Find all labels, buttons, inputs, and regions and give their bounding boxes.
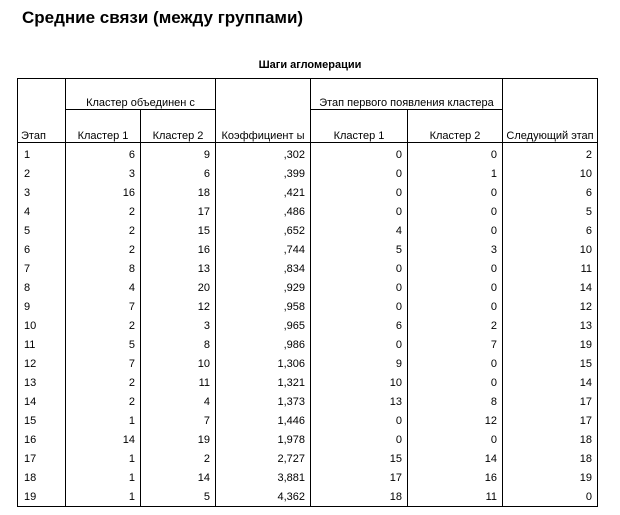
header-cluster-1: Кластер 1 [66, 110, 141, 143]
cell-first-cluster-2: 2 [408, 316, 503, 335]
cell-next-stage: 14 [503, 278, 598, 297]
cell-cluster-2: 11 [141, 373, 216, 392]
header-next-stage: Следующий этап [503, 79, 598, 143]
cell-first-cluster-2: 14 [408, 449, 503, 468]
cell-next-stage: 19 [503, 468, 598, 487]
cell-cluster-1: 7 [66, 354, 141, 373]
cell-stage: 10 [18, 316, 66, 335]
cell-first-cluster-2: 0 [408, 183, 503, 202]
cell-coefficient: ,744 [216, 240, 311, 259]
cell-cluster-1: 2 [66, 373, 141, 392]
cell-next-stage: 12 [503, 297, 598, 316]
cell-first-cluster-2: 0 [408, 221, 503, 240]
cell-cluster-1: 1 [66, 487, 141, 507]
cell-cluster-2: 17 [141, 202, 216, 221]
cell-coefficient: 1,306 [216, 354, 311, 373]
cell-cluster-2: 15 [141, 221, 216, 240]
cell-stage: 15 [18, 411, 66, 430]
cell-first-cluster-2: 12 [408, 411, 503, 430]
cell-stage: 13 [18, 373, 66, 392]
cell-cluster-2: 18 [141, 183, 216, 202]
table-row [18, 468, 598, 487]
cell-next-stage: 15 [503, 354, 598, 373]
cell-cluster-1: 7 [66, 297, 141, 316]
cell-coefficient: ,834 [216, 259, 311, 278]
cell-next-stage: 14 [503, 373, 598, 392]
table-row [18, 143, 598, 165]
cell-cluster-1: 2 [66, 240, 141, 259]
table-row [18, 354, 598, 373]
cell-coefficient: ,958 [216, 297, 311, 316]
cell-next-stage: 5 [503, 202, 598, 221]
table-row [18, 411, 598, 430]
table-row [18, 259, 598, 278]
cell-next-stage: 18 [503, 430, 598, 449]
cell-first-cluster-2: 1 [408, 164, 503, 183]
cell-cluster-1: 8 [66, 259, 141, 278]
table-caption: Шаги агломерации [258, 59, 362, 71]
cell-stage: 9 [18, 297, 66, 316]
header-first-cluster-2: Кластер 2 [408, 110, 503, 143]
header-first-appearance: Этап первого появления кластера [311, 79, 503, 110]
agglomeration-table [17, 78, 598, 507]
cell-cluster-2: 13 [141, 259, 216, 278]
cell-first-cluster-1: 0 [311, 183, 408, 202]
cell-stage: 6 [18, 240, 66, 259]
cell-first-cluster-1: 18 [311, 487, 408, 507]
cell-coefficient: ,302 [216, 143, 311, 165]
cell-first-cluster-2: 0 [408, 278, 503, 297]
cell-stage: 4 [18, 202, 66, 221]
cell-cluster-2: 19 [141, 430, 216, 449]
cell-cluster-1: 5 [66, 335, 141, 354]
cell-first-cluster-1: 0 [311, 335, 408, 354]
cell-cluster-1: 2 [66, 316, 141, 335]
cell-cluster-2: 9 [141, 143, 216, 165]
table-row [18, 335, 598, 354]
cell-cluster-2: 8 [141, 335, 216, 354]
cell-stage: 7 [18, 259, 66, 278]
cell-stage: 14 [18, 392, 66, 411]
table-row [18, 221, 598, 240]
table-row [18, 297, 598, 316]
cell-next-stage: 17 [503, 411, 598, 430]
header-cluster-combined: Кластер объединен с [66, 79, 216, 110]
cell-first-cluster-1: 0 [311, 164, 408, 183]
table-row [18, 373, 598, 392]
cell-cluster-1: 4 [66, 278, 141, 297]
cell-first-cluster-1: 6 [311, 316, 408, 335]
cell-first-cluster-2: 11 [408, 487, 503, 507]
cell-first-cluster-2: 0 [408, 373, 503, 392]
cell-cluster-2: 10 [141, 354, 216, 373]
header-cluster-2: Кластер 2 [141, 110, 216, 143]
cell-coefficient: ,421 [216, 183, 311, 202]
cell-first-cluster-1: 0 [311, 278, 408, 297]
table-row [18, 164, 598, 183]
table-row [18, 183, 598, 202]
cell-stage: 17 [18, 449, 66, 468]
cell-stage: 2 [18, 164, 66, 183]
cell-coefficient: 1,446 [216, 411, 311, 430]
cell-cluster-1: 16 [66, 183, 141, 202]
cell-cluster-2: 14 [141, 468, 216, 487]
cell-first-cluster-1: 0 [311, 411, 408, 430]
cell-coefficient: 4,362 [216, 487, 311, 507]
cell-cluster-1: 14 [66, 430, 141, 449]
cell-first-cluster-2: 0 [408, 259, 503, 278]
cell-first-cluster-2: 7 [408, 335, 503, 354]
cell-cluster-2: 20 [141, 278, 216, 297]
cell-first-cluster-1: 13 [311, 392, 408, 411]
cell-coefficient: 1,373 [216, 392, 311, 411]
cell-first-cluster-2: 0 [408, 297, 503, 316]
cell-coefficient: ,399 [216, 164, 311, 183]
cell-cluster-1: 6 [66, 143, 141, 165]
cell-first-cluster-1: 0 [311, 143, 408, 165]
cell-next-stage: 6 [503, 221, 598, 240]
cell-first-cluster-1: 0 [311, 259, 408, 278]
cell-first-cluster-1: 17 [311, 468, 408, 487]
table-row [18, 487, 598, 507]
cell-next-stage: 6 [503, 183, 598, 202]
cell-first-cluster-2: 0 [408, 143, 503, 165]
cell-first-cluster-2: 16 [408, 468, 503, 487]
cell-first-cluster-2: 0 [408, 202, 503, 221]
table-row [18, 240, 598, 259]
cell-cluster-2: 2 [141, 449, 216, 468]
cell-cluster-1: 1 [66, 468, 141, 487]
cell-stage: 3 [18, 183, 66, 202]
cell-coefficient: ,652 [216, 221, 311, 240]
cell-next-stage: 10 [503, 240, 598, 259]
cell-next-stage: 11 [503, 259, 598, 278]
cell-next-stage: 17 [503, 392, 598, 411]
header-first-cluster-1: Кластер 1 [311, 110, 408, 143]
cell-first-cluster-1: 10 [311, 373, 408, 392]
cell-first-cluster-1: 15 [311, 449, 408, 468]
table-header [18, 79, 598, 143]
cell-first-cluster-2: 8 [408, 392, 503, 411]
table-row [18, 449, 598, 468]
cell-first-cluster-1: 0 [311, 202, 408, 221]
cell-stage: 16 [18, 430, 66, 449]
cell-first-cluster-1: 9 [311, 354, 408, 373]
cell-coefficient: ,965 [216, 316, 311, 335]
cell-next-stage: 2 [503, 143, 598, 165]
cell-cluster-1: 2 [66, 221, 141, 240]
cell-first-cluster-2: 3 [408, 240, 503, 259]
table-body [18, 143, 598, 507]
cell-cluster-2: 3 [141, 316, 216, 335]
page-title: Средние связи (между группами) [22, 8, 304, 27]
cell-stage: 8 [18, 278, 66, 297]
cell-coefficient: 1,978 [216, 430, 311, 449]
cell-cluster-2: 4 [141, 392, 216, 411]
cell-cluster-2: 16 [141, 240, 216, 259]
cell-coefficient: ,486 [216, 202, 311, 221]
cell-next-stage: 18 [503, 449, 598, 468]
table-row [18, 202, 598, 221]
table-row [18, 278, 598, 297]
cell-cluster-2: 6 [141, 164, 216, 183]
cell-stage: 12 [18, 354, 66, 373]
header-stage: Этап [18, 79, 66, 143]
cell-next-stage: 13 [503, 316, 598, 335]
cell-coefficient: ,929 [216, 278, 311, 297]
cell-cluster-1: 2 [66, 202, 141, 221]
table-row [18, 430, 598, 449]
cell-coefficient: 2,727 [216, 449, 311, 468]
cell-first-cluster-1: 5 [311, 240, 408, 259]
cell-cluster-2: 5 [141, 487, 216, 507]
cell-first-cluster-1: 0 [311, 297, 408, 316]
cell-stage: 5 [18, 221, 66, 240]
cell-next-stage: 0 [503, 487, 598, 507]
cell-cluster-1: 3 [66, 164, 141, 183]
cell-stage: 1 [18, 143, 66, 165]
cell-stage: 11 [18, 335, 66, 354]
cell-cluster-1: 2 [66, 392, 141, 411]
cell-coefficient: 1,321 [216, 373, 311, 392]
cell-cluster-1: 1 [66, 411, 141, 430]
cell-coefficient: 3,881 [216, 468, 311, 487]
table-row [18, 392, 598, 411]
header-coefficient: Коэффициент ы [216, 79, 311, 143]
cell-next-stage: 19 [503, 335, 598, 354]
cell-first-cluster-1: 0 [311, 430, 408, 449]
cell-cluster-1: 1 [66, 449, 141, 468]
cell-first-cluster-2: 0 [408, 430, 503, 449]
cell-next-stage: 10 [503, 164, 598, 183]
table-row [18, 316, 598, 335]
cell-first-cluster-1: 4 [311, 221, 408, 240]
cell-coefficient: ,986 [216, 335, 311, 354]
cell-first-cluster-2: 0 [408, 354, 503, 373]
cell-stage: 18 [18, 468, 66, 487]
cell-cluster-2: 7 [141, 411, 216, 430]
cell-cluster-2: 12 [141, 297, 216, 316]
cell-stage: 19 [18, 487, 66, 507]
